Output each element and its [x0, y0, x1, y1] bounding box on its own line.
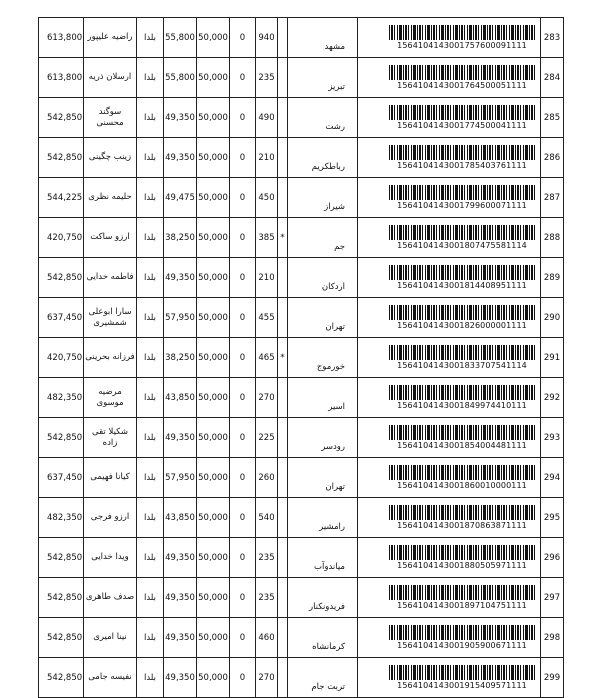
barcode-bars — [389, 665, 535, 680]
base-amount-cell: 50,000 — [197, 258, 230, 298]
city-cell: اسیر — [288, 378, 358, 418]
name-cell: نینا امیری — [84, 618, 137, 658]
star-cell: * — [278, 218, 288, 258]
zero-cell: 0 — [230, 458, 256, 498]
barcode-number: 1564104143001915409571111 — [397, 680, 527, 690]
base-amount-cell: 50,000 — [197, 298, 230, 338]
barcode — [388, 265, 536, 290]
barcode-bars — [389, 65, 535, 80]
code-cell: 490 — [256, 98, 278, 138]
row-number-cell: 298 — [541, 618, 564, 658]
barcode-cell — [358, 218, 541, 258]
table-row — [39, 458, 564, 498]
barcode-cell — [358, 498, 541, 538]
table-row — [39, 418, 564, 458]
barcode-cell — [358, 138, 541, 178]
barcode-number: 1564104143001854004481111 — [397, 440, 527, 450]
base-amount-cell: 50,000 — [197, 418, 230, 458]
barcode — [388, 225, 536, 250]
type-cell: بلدا — [137, 58, 164, 98]
barcode — [388, 65, 536, 90]
price-cell: 637,450 — [39, 298, 84, 338]
star-cell — [278, 178, 288, 218]
barcode-number: 1564104143001870863871111 — [397, 520, 527, 530]
base-amount-cell: 50,000 — [197, 178, 230, 218]
code-cell: 225 — [256, 418, 278, 458]
base-amount-cell: 50,000 — [197, 218, 230, 258]
table-row — [39, 58, 564, 98]
price-cell: 420,750 — [39, 338, 84, 378]
star-cell — [278, 298, 288, 338]
type-cell: بلدا — [137, 178, 164, 218]
barcode-cell — [358, 178, 541, 218]
amount-cell: 43,850 — [164, 378, 197, 418]
city-cell: فریدونکنار — [288, 578, 358, 618]
barcode — [388, 345, 536, 370]
zero-cell: 0 — [230, 538, 256, 578]
price-cell: 542,850 — [39, 578, 84, 618]
code-cell: 235 — [256, 538, 278, 578]
code-cell: 210 — [256, 258, 278, 298]
type-cell: بلدا — [137, 538, 164, 578]
barcode — [388, 145, 536, 170]
barcode — [388, 25, 536, 50]
table-row — [39, 538, 564, 578]
barcode — [388, 425, 536, 450]
city-cell: جم — [288, 218, 358, 258]
star-cell — [278, 658, 288, 698]
zero-cell: 0 — [230, 498, 256, 538]
code-cell: 940 — [256, 18, 278, 58]
code-cell: 210 — [256, 138, 278, 178]
barcode-bars — [389, 625, 535, 640]
type-cell: بلدا — [137, 298, 164, 338]
star-cell — [278, 138, 288, 178]
name-cell: کیانا فهیمی — [84, 458, 137, 498]
star-cell — [278, 18, 288, 58]
star-cell — [278, 538, 288, 578]
barcode-cell — [358, 378, 541, 418]
star-cell — [278, 618, 288, 658]
barcode-number: 1564104143001860010000111 — [397, 480, 527, 490]
table-row — [39, 218, 564, 258]
table-row — [39, 258, 564, 298]
name-cell: صدف طاهری — [84, 578, 137, 618]
barcode — [388, 505, 536, 530]
amount-cell: 49,475 — [164, 178, 197, 218]
zero-cell: 0 — [230, 98, 256, 138]
star-cell — [278, 98, 288, 138]
barcode-cell — [358, 418, 541, 458]
base-amount-cell: 50,000 — [197, 458, 230, 498]
table-row — [39, 18, 564, 58]
name-cell: ارزو فرجی — [84, 498, 137, 538]
name-cell: زینب چگینی — [84, 138, 137, 178]
table-row — [39, 178, 564, 218]
table-row — [39, 138, 564, 178]
barcode-bars — [389, 265, 535, 280]
row-number-cell: 287 — [541, 178, 564, 218]
type-cell: بلدا — [137, 658, 164, 698]
star-cell: * — [278, 338, 288, 378]
name-cell: نفیسه جامی — [84, 658, 137, 698]
records-table — [38, 17, 564, 698]
barcode-cell — [358, 58, 541, 98]
barcode-bars — [389, 145, 535, 160]
amount-cell: 57,950 — [164, 458, 197, 498]
barcode-bars — [389, 425, 535, 440]
star-cell — [278, 458, 288, 498]
barcode-bars — [389, 225, 535, 240]
barcode — [388, 545, 536, 570]
amount-cell: 49,350 — [164, 578, 197, 618]
price-cell: 482,350 — [39, 378, 84, 418]
price-cell: 542,850 — [39, 538, 84, 578]
city-cell: تربت جام — [288, 658, 358, 698]
amount-cell: 38,250 — [164, 218, 197, 258]
barcode-cell — [358, 618, 541, 658]
price-cell: 420,750 — [39, 218, 84, 258]
name-cell: فرزانه بحرینی — [84, 338, 137, 378]
price-cell: 482,350 — [39, 498, 84, 538]
city-cell: خورموج — [288, 338, 358, 378]
star-cell — [278, 378, 288, 418]
barcode-cell — [358, 298, 541, 338]
table-row — [39, 618, 564, 658]
barcode-cell — [358, 458, 541, 498]
price-cell: 544,225 — [39, 178, 84, 218]
name-cell: سارا ابوعلی شمشیری — [84, 298, 137, 338]
name-cell: راضیه علیپور — [84, 18, 137, 58]
type-cell: بلدا — [137, 378, 164, 418]
code-cell: 460 — [256, 618, 278, 658]
table-row — [39, 338, 564, 378]
barcode-number: 1564104143001905900671111 — [397, 640, 527, 650]
amount-cell: 49,350 — [164, 138, 197, 178]
price-cell: 637,450 — [39, 458, 84, 498]
row-number-cell: 292 — [541, 378, 564, 418]
price-cell: 542,850 — [39, 138, 84, 178]
code-cell: 450 — [256, 178, 278, 218]
zero-cell: 0 — [230, 658, 256, 698]
type-cell: بلدا — [137, 18, 164, 58]
name-cell: شکیلا تقی زاده — [84, 418, 137, 458]
barcode-number: 1564104143001774500041111 — [397, 120, 527, 130]
name-cell: ویدا خدایی — [84, 538, 137, 578]
row-number-cell: 295 — [541, 498, 564, 538]
city-cell: تهران — [288, 458, 358, 498]
amount-cell: 49,350 — [164, 618, 197, 658]
city-cell: کرمانشاه — [288, 618, 358, 658]
zero-cell: 0 — [230, 258, 256, 298]
base-amount-cell: 50,000 — [197, 138, 230, 178]
price-cell: 542,850 — [39, 98, 84, 138]
price-cell: 613,800 — [39, 18, 84, 58]
row-number-cell: 296 — [541, 538, 564, 578]
amount-cell: 49,350 — [164, 538, 197, 578]
name-cell: فاطمه خدایی — [84, 258, 137, 298]
type-cell: بلدا — [137, 218, 164, 258]
city-cell: میاندوآب — [288, 538, 358, 578]
code-cell: 235 — [256, 578, 278, 618]
star-cell — [278, 578, 288, 618]
row-number-cell: 289 — [541, 258, 564, 298]
barcode-cell — [358, 98, 541, 138]
barcode-cell — [358, 18, 541, 58]
type-cell: بلدا — [137, 618, 164, 658]
type-cell: بلدا — [137, 418, 164, 458]
city-cell: تبریز — [288, 58, 358, 98]
zero-cell: 0 — [230, 338, 256, 378]
city-cell: رامشیر — [288, 498, 358, 538]
row-number-cell: 290 — [541, 298, 564, 338]
amount-cell: 49,350 — [164, 658, 197, 698]
code-cell: 235 — [256, 58, 278, 98]
city-cell: رشت — [288, 98, 358, 138]
base-amount-cell: 50,000 — [197, 338, 230, 378]
zero-cell: 0 — [230, 178, 256, 218]
table-row — [39, 578, 564, 618]
city-cell: رودسر — [288, 418, 358, 458]
table-row — [39, 98, 564, 138]
zero-cell: 0 — [230, 58, 256, 98]
city-cell: شیراز — [288, 178, 358, 218]
code-cell: 540 — [256, 498, 278, 538]
name-cell: سوگند محسنی — [84, 98, 137, 138]
city-cell: اردکان — [288, 258, 358, 298]
row-number-cell: 291 — [541, 338, 564, 378]
city-cell: رباطکریم — [288, 138, 358, 178]
amount-cell: 38,250 — [164, 338, 197, 378]
table-row — [39, 498, 564, 538]
code-cell: 465 — [256, 338, 278, 378]
barcode-cell — [358, 538, 541, 578]
star-cell — [278, 498, 288, 538]
star-cell — [278, 258, 288, 298]
price-cell: 542,850 — [39, 618, 84, 658]
base-amount-cell: 50,000 — [197, 18, 230, 58]
barcode-number: 1564104143001826000001111 — [397, 320, 527, 330]
type-cell: بلدا — [137, 258, 164, 298]
row-number-cell: 293 — [541, 418, 564, 458]
barcode-bars — [389, 305, 535, 320]
barcode-number: 1564104143001814408951111 — [397, 280, 527, 290]
code-cell: 260 — [256, 458, 278, 498]
row-number-cell: 288 — [541, 218, 564, 258]
type-cell: بلدا — [137, 458, 164, 498]
price-cell: 542,850 — [39, 258, 84, 298]
barcode — [388, 585, 536, 610]
code-cell: 455 — [256, 298, 278, 338]
barcode-number: 1564104143001807475581114 — [397, 240, 527, 250]
barcode-bars — [389, 345, 535, 360]
barcode — [388, 305, 536, 330]
type-cell: بلدا — [137, 138, 164, 178]
barcode-bars — [389, 185, 535, 200]
barcode-cell — [358, 658, 541, 698]
amount-cell: 49,350 — [164, 418, 197, 458]
barcode-bars — [389, 465, 535, 480]
name-cell: مرضیه موسوی — [84, 378, 137, 418]
row-number-cell: 299 — [541, 658, 564, 698]
name-cell: ارسلان ذریه — [84, 58, 137, 98]
amount-cell: 55,800 — [164, 58, 197, 98]
barcode-number: 1564104143001833707541114 — [397, 360, 527, 370]
amount-cell: 49,350 — [164, 258, 197, 298]
barcode-number: 1564104143001785403761111 — [397, 160, 527, 170]
zero-cell: 0 — [230, 378, 256, 418]
base-amount-cell: 50,000 — [197, 98, 230, 138]
zero-cell: 0 — [230, 418, 256, 458]
star-cell — [278, 58, 288, 98]
row-number-cell: 283 — [541, 18, 564, 58]
star-cell — [278, 418, 288, 458]
zero-cell: 0 — [230, 18, 256, 58]
city-cell: تهران — [288, 298, 358, 338]
barcode-bars — [389, 585, 535, 600]
barcode-bars — [389, 545, 535, 560]
type-cell: بلدا — [137, 98, 164, 138]
code-cell: 385 — [256, 218, 278, 258]
base-amount-cell: 50,000 — [197, 578, 230, 618]
barcode-number: 1564104143001764500051111 — [397, 80, 527, 90]
barcode-cell — [358, 578, 541, 618]
base-amount-cell: 50,000 — [197, 538, 230, 578]
barcode-cell — [358, 338, 541, 378]
barcode-cell — [358, 258, 541, 298]
name-cell: ارزو ساکت — [84, 218, 137, 258]
base-amount-cell: 50,000 — [197, 58, 230, 98]
zero-cell: 0 — [230, 298, 256, 338]
amount-cell: 49,350 — [164, 98, 197, 138]
base-amount-cell: 50,000 — [197, 618, 230, 658]
row-number-cell: 285 — [541, 98, 564, 138]
table-row — [39, 658, 564, 698]
barcode — [388, 665, 536, 690]
table-row — [39, 298, 564, 338]
code-cell: 270 — [256, 658, 278, 698]
table-row — [39, 378, 564, 418]
row-number-cell: 284 — [541, 58, 564, 98]
barcode-number: 1564104143001799600071111 — [397, 200, 527, 210]
barcode-number: 1564104143001849974410111 — [397, 400, 527, 410]
base-amount-cell: 50,000 — [197, 658, 230, 698]
amount-cell: 57,950 — [164, 298, 197, 338]
barcode — [388, 385, 536, 410]
price-cell: 542,850 — [39, 418, 84, 458]
base-amount-cell: 50,000 — [197, 378, 230, 418]
barcode-number: 1564104143001897104751111 — [397, 600, 527, 610]
city-cell: مشهد — [288, 18, 358, 58]
barcode — [388, 465, 536, 490]
base-amount-cell: 50,000 — [197, 498, 230, 538]
barcode — [388, 185, 536, 210]
barcode-bars — [389, 105, 535, 120]
row-number-cell: 286 — [541, 138, 564, 178]
barcode-bars — [389, 385, 535, 400]
row-number-cell: 294 — [541, 458, 564, 498]
code-cell: 270 — [256, 378, 278, 418]
row-number-cell: 297 — [541, 578, 564, 618]
barcode-number: 1564104143001757600091111 — [397, 40, 527, 50]
document-page — [38, 17, 563, 698]
zero-cell: 0 — [230, 218, 256, 258]
name-cell: حلیمه نظری — [84, 178, 137, 218]
amount-cell: 55,800 — [164, 18, 197, 58]
type-cell: بلدا — [137, 498, 164, 538]
price-cell: 613,800 — [39, 58, 84, 98]
type-cell: بلدا — [137, 578, 164, 618]
barcode-bars — [389, 25, 535, 40]
table-body — [39, 18, 564, 698]
zero-cell: 0 — [230, 578, 256, 618]
price-cell: 542,850 — [39, 658, 84, 698]
barcode — [388, 625, 536, 650]
barcode-number: 1564104143001880505971111 — [397, 560, 527, 570]
type-cell: بلدا — [137, 338, 164, 378]
zero-cell: 0 — [230, 618, 256, 658]
amount-cell: 43,850 — [164, 498, 197, 538]
zero-cell: 0 — [230, 138, 256, 178]
barcode — [388, 105, 536, 130]
barcode-bars — [389, 505, 535, 520]
